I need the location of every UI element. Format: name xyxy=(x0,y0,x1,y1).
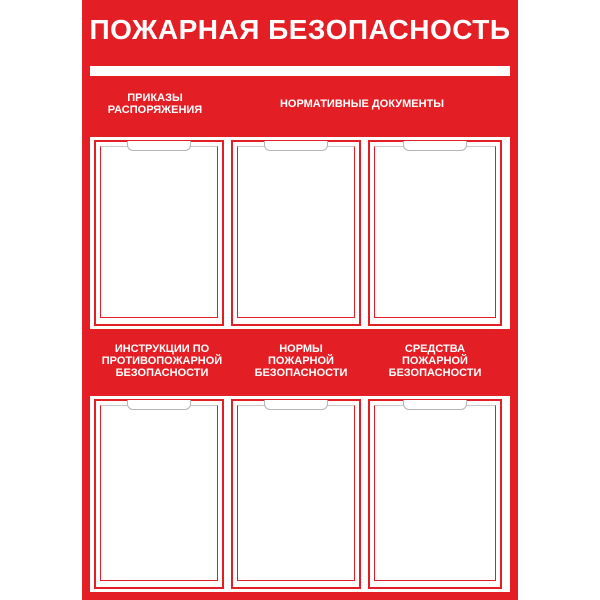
pocket-inner xyxy=(100,405,218,581)
top-pocket-row xyxy=(90,137,510,329)
label-fire-safety-means: СРЕДСТВА ПОЖАРНОЙ БЕЗОПАСНОСТИ xyxy=(388,343,482,379)
pocket-notch xyxy=(403,400,467,410)
label-fire-safety-instructions: ИНСТРУКЦИИ ПО ПРОТИВОПОЖАРНОЙ БЕЗОПАСНОСТИ xyxy=(101,343,223,379)
pocket-notch xyxy=(127,141,191,151)
pocket-inner xyxy=(237,146,355,318)
pocket-inner xyxy=(374,146,496,318)
board-title: ПОЖАРНАЯ БЕЗОПАСНОСТЬ xyxy=(89,14,511,45)
pocket-notch xyxy=(264,141,328,151)
label-fire-safety-norms: НОРМЫ ПОЖАРНОЙ БЕЗОПАСНОСТИ xyxy=(254,343,348,379)
pocket-notch xyxy=(403,141,467,151)
pocket-notch xyxy=(127,400,191,410)
pocket-inner xyxy=(100,146,218,318)
pocket-notch xyxy=(264,400,328,410)
pocket-inner xyxy=(374,405,496,581)
fire-safety-board xyxy=(82,0,518,600)
pocket-inner xyxy=(237,405,355,581)
pocket-normative-1[interactable] xyxy=(231,140,361,326)
pocket-normative-2[interactable] xyxy=(368,140,502,326)
label-orders: ПРИКАЗЫ РАСПОРЯЖЕНИЯ xyxy=(107,92,203,116)
title-divider-stripe xyxy=(90,66,510,76)
pocket-orders[interactable] xyxy=(94,140,224,326)
bottom-pocket-row xyxy=(90,396,510,592)
pocket-means[interactable] xyxy=(368,399,502,589)
label-normative-documents: НОРМАТИВНЫЕ ДОКУМЕНТЫ xyxy=(279,98,445,110)
pocket-norms[interactable] xyxy=(231,399,361,589)
pocket-instructions[interactable] xyxy=(94,399,224,589)
